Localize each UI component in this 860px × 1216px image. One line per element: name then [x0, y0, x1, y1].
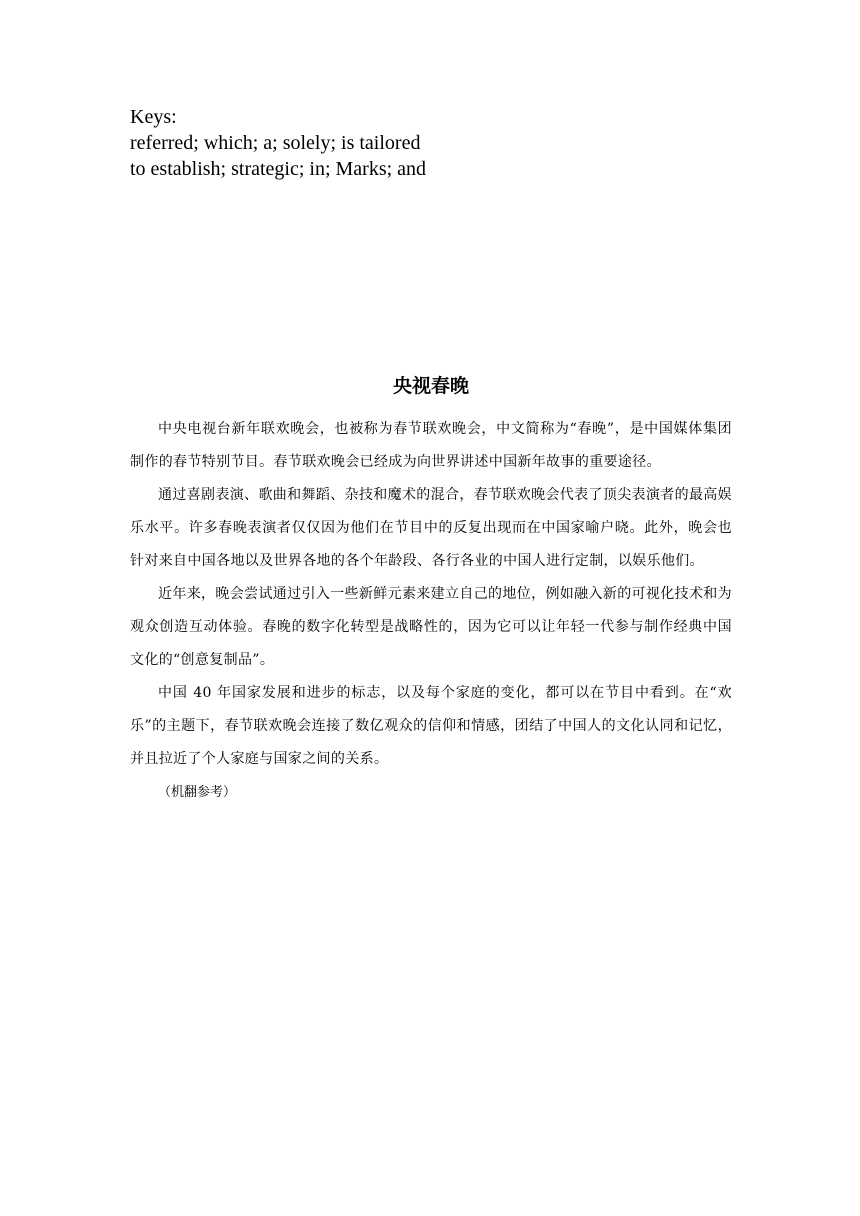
article-paragraph-3: 近年来，晚会尝试通过引入一些新鲜元素来建立自己的地位，例如融入新的可视化技术和为观众创造互动体验。春晚的数字化转型是战略性的，因为它可以让年轻一代参与制作经典中国文化的“创意复制品”。	[130, 586, 732, 668]
keys-heading: Keys:	[130, 106, 177, 128]
translation-note: （机翻参考）	[158, 785, 237, 800]
article-paragraph-1: 中央电视台新年联欢晚会，也被称为春节联欢晚会，中文简称为“春晚”，是中国媒体集团制作的春节特别节目。春节联欢晚会已经成为向世界讲述中国新年故事的重要途径。	[130, 421, 732, 470]
answer-keys	[130, 104, 590, 182]
keys-line-2: to establish; strategic; in; Marks; and	[130, 158, 427, 180]
article-paragraph-4: 中国 40 年国家发展和进步的标志，以及每个家庭的变化，都可以在节目中看到。在“欢乐”的主题下，春节联欢晚会连接了数亿观众的信仰和情感，团结了中国人的文化认同和记忆，并且拉近了个人家庭与国家之间的关系。	[130, 685, 732, 767]
article-title: 央视春晚	[392, 375, 469, 397]
article-paragraph-2: 通过喜剧表演、歌曲和舞蹈、杂技和魔术的混合，春节联欢晚会代表了顶尖表演者的最高娱乐水平。许多春晚表演者仅仅因为他们在节目中的反复出现而在中国家喻户晓。此外，晚会也针对来自中国各地以及世界各地的各个年龄段、各行各业的中国人进行定制，以娱乐他们。	[130, 487, 732, 569]
keys-line-1: referred; which; a; solely; is tailored	[130, 132, 421, 154]
translation-article	[130, 372, 732, 809]
